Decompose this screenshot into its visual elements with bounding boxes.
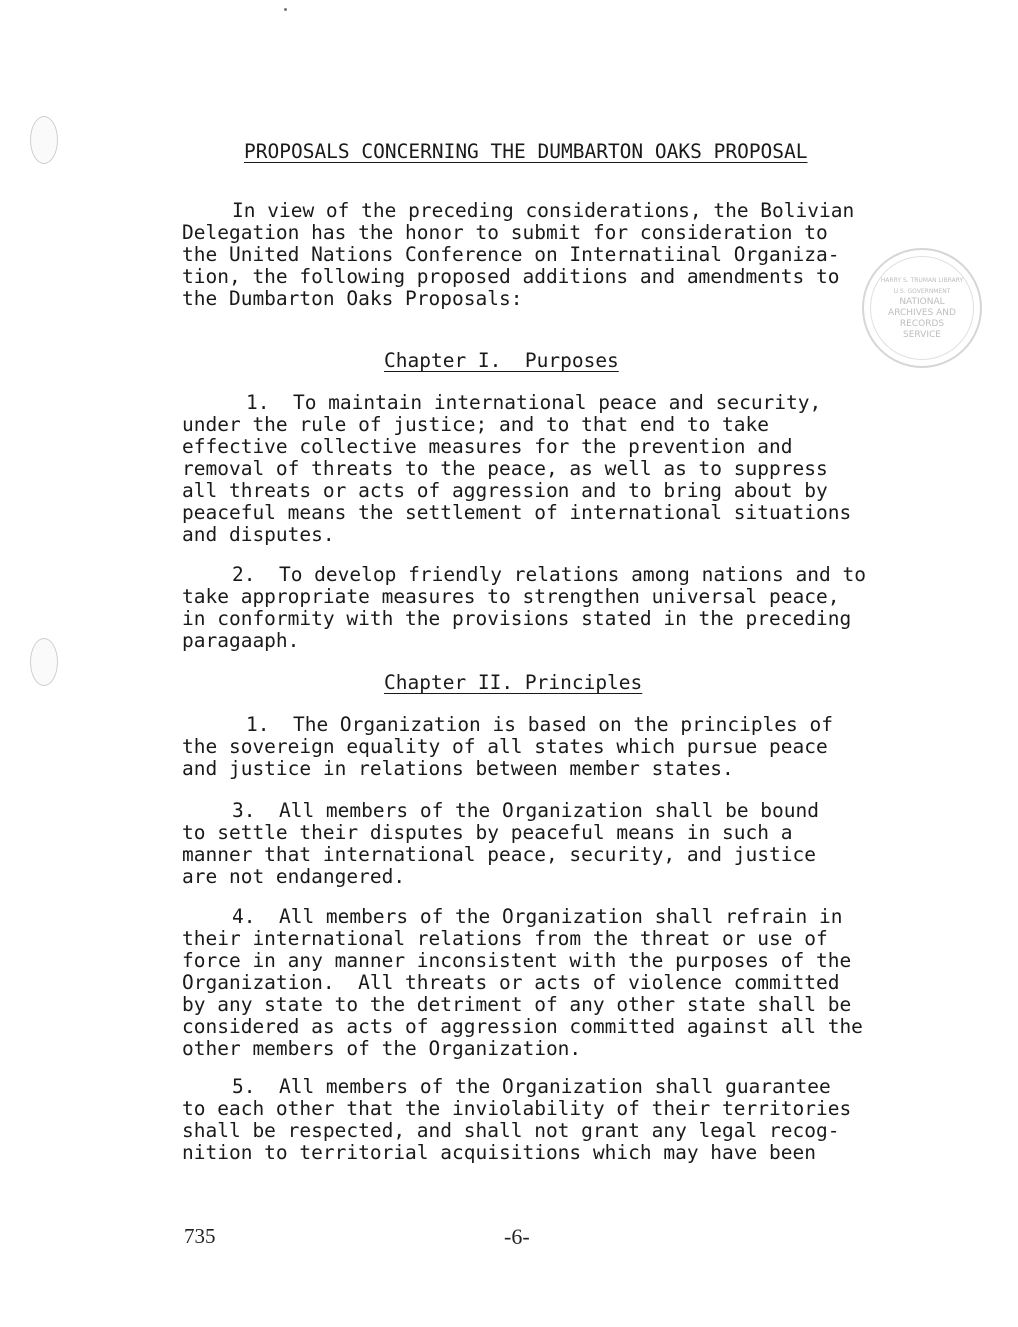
ch1-p1-line: 1. To maintain international peace and security, bbox=[246, 391, 822, 414]
ch1-p2-line: in conformity with the provisions stated in the preceding bbox=[182, 607, 852, 630]
page-number: -6- bbox=[504, 1224, 530, 1249]
ch2-p5-line: shall be respected, and shall not grant any legal recog- bbox=[182, 1119, 840, 1142]
intro-line: In view of the preceding considerations, the Bolivian bbox=[232, 199, 855, 222]
ch2-p4-line: force in any manner inconsistent with the purposes of the bbox=[182, 949, 852, 972]
ch2-p5-line: 5. All members of the Organization shall guarantee bbox=[232, 1075, 831, 1098]
ch2-p4-line: other members of the Organization. bbox=[182, 1037, 582, 1060]
punch-hole-top bbox=[30, 116, 58, 164]
ch2-p4-line: by any state to the detriment of any other state shall be bbox=[182, 993, 852, 1016]
ch1-p1-line: under the rule of justice; and to that end to take bbox=[182, 413, 769, 436]
ch2-p3-line: to settle their disputes by peaceful means in such a bbox=[182, 821, 793, 844]
stamp-text: NATIONAL ARCHIVES AND RECORDS SERVICE bbox=[888, 297, 956, 340]
document-title: PROPOSALS CONCERNING THE DUMBARTON OAKS PROPOSAL bbox=[244, 140, 808, 163]
ch1-p1-line: peaceful means the settlement of international situations bbox=[182, 501, 852, 524]
stamp-ring-text: HARRY S. TRUMAN LIBRARY U.S. GOVERNMENT bbox=[880, 277, 964, 295]
ch2-p3-line: are not endangered. bbox=[182, 865, 406, 888]
ch1-p2-line: 2. To develop friendly relations among nations and to bbox=[232, 563, 866, 586]
ch2-p4-line: considered as acts of aggression committed against all the bbox=[182, 1015, 863, 1038]
ch2-p3-line: 3. All members of the Organization shall be bound bbox=[232, 799, 819, 822]
ch2-p1-line: 1. The Organization is based on the principles of bbox=[246, 713, 833, 736]
stamp-ring bbox=[870, 256, 974, 360]
document-number: 735 bbox=[184, 1224, 216, 1248]
ch2-p4-line: Organization. All threats or acts of violence committed bbox=[182, 971, 840, 994]
ch2-p3-line: manner that international peace, security, and justice bbox=[182, 843, 816, 866]
ch1-p1-line: all threats or acts of aggression and to bring about by bbox=[182, 479, 828, 502]
ch2-p4-line: 4. All members of the Organization shall refrain in bbox=[232, 905, 843, 928]
chapter-1-heading: Chapter I. Purposes bbox=[384, 349, 619, 372]
ch1-p2-line: paragaaph. bbox=[182, 629, 300, 652]
archive-stamp bbox=[862, 248, 982, 368]
chapter-2-heading: Chapter II. Principles bbox=[384, 671, 643, 694]
intro-line: the Dumbarton Oaks Proposals: bbox=[182, 287, 523, 310]
ch1-p1-line: removal of threats to the peace, as well as to suppress bbox=[182, 457, 828, 480]
intro-line: tion, the following proposed additions and amendments to bbox=[182, 265, 840, 288]
intro-line: the United Nations Conference on Internatiinal Organiza- bbox=[182, 243, 840, 266]
ch2-p1-line: and justice in relations between member states. bbox=[182, 757, 734, 780]
ch2-p1-line: the sovereign equality of all states which pursue peace bbox=[182, 735, 828, 758]
punch-hole-middle bbox=[30, 638, 58, 686]
ch2-p5-line: to each other that the inviolability of their territories bbox=[182, 1097, 852, 1120]
ch2-p5-line: nition to territorial acquisitions which may have been bbox=[182, 1141, 816, 1164]
ch2-p4-line: their international relations from the threat or use of bbox=[182, 927, 828, 950]
ch1-p1-line: effective collective measures for the prevention and bbox=[182, 435, 793, 458]
ch1-p1-line: and disputes. bbox=[182, 523, 335, 546]
ch1-p2-line: take appropriate measures to strengthen universal peace, bbox=[182, 585, 840, 608]
intro-line: Delegation has the honor to submit for consideration to bbox=[182, 221, 828, 244]
speck bbox=[284, 8, 287, 11]
